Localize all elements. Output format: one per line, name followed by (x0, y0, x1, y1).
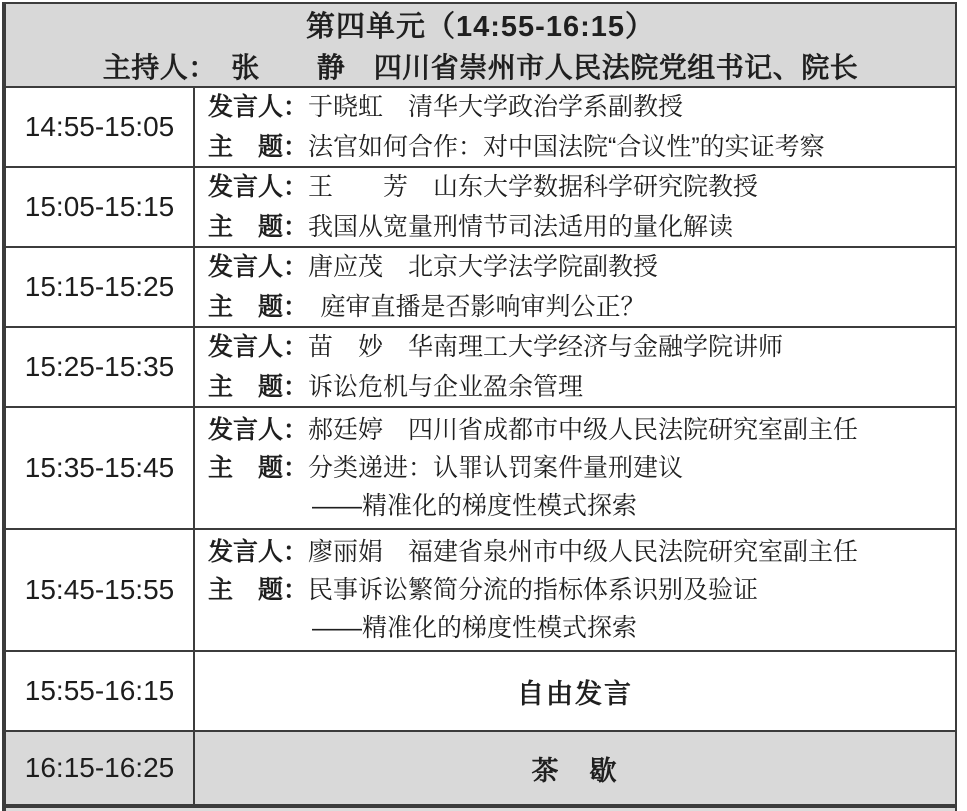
topic-label: 主 题： (208, 132, 309, 161)
speaker-label: 发言人： (208, 415, 309, 444)
topic-subtitle-line: ——精准化的梯度性模式探索 (312, 491, 638, 520)
agenda-table (2, 2, 957, 811)
topic-line (208, 574, 955, 607)
speaker-line (208, 536, 955, 569)
topic-label: 主 题： (208, 575, 309, 604)
speaker-text: 廖丽娟 福建省泉州市中级人民法院研究室副主任 (308, 537, 859, 566)
topic-text: 庭审直播是否影响审判公正？ (295, 292, 646, 321)
time-range: 15:35-15:45 (24, 452, 175, 483)
topic-label: 主 题： (208, 292, 296, 321)
speaker-line (208, 251, 955, 284)
time-cell (6, 168, 195, 246)
speaker-label: 发言人： (208, 252, 309, 281)
time-range: 15:05-15:15 (24, 191, 175, 222)
time-range: 15:15-15:25 (24, 271, 175, 302)
topic-line (208, 452, 955, 485)
topic-text: 诉讼危机与企业盈余管理 (308, 372, 584, 401)
speaker-label: 发言人： (208, 92, 309, 121)
topic-label: 主 题： (208, 372, 309, 401)
topic-text: 民事诉讼繁简分流的指标体系识别及验证 (308, 575, 759, 604)
time-range: 14:55-15:05 (24, 111, 175, 142)
time-range: 15:45-15:55 (24, 574, 175, 605)
tea-break-cell: 茶 歇 (531, 755, 619, 786)
time-cell (6, 732, 195, 804)
time-cell (6, 88, 195, 166)
speaker-label: 发言人： (208, 172, 309, 201)
topic-text: 法官如何合作：对中国法院“合议性”的实证考察 (308, 132, 825, 161)
topic-text: 分类递进：认罪认罚案件量刑建议 (308, 453, 684, 482)
topic-line (208, 371, 955, 404)
table-row (6, 732, 955, 808)
topic-subtitle-line: ——精准化的梯度性模式探索 (312, 613, 638, 642)
time-range: 16:15-16:25 (24, 752, 175, 783)
session-cell (195, 530, 955, 650)
speaker-text: 郝廷婷 四川省成都市中级人民法院研究室副主任 (308, 415, 859, 444)
speaker-text: 唐应茂 北京大学法学院副教授 (308, 252, 659, 281)
session-title: 第四单元（14:55-16:15） (306, 11, 655, 44)
speaker-line (208, 331, 955, 364)
table-row (6, 248, 955, 328)
table-row (6, 652, 955, 732)
speaker-text: 王 芳 山东大学数据科学研究院教授 (308, 172, 759, 201)
time-range: 15:25-15:35 (24, 351, 175, 382)
table-row (6, 408, 955, 530)
time-cell (6, 248, 195, 326)
speaker-text: 苗 妙 华南理工大学经济与金融学院讲师 (308, 332, 784, 361)
table-row (6, 328, 955, 408)
session-cell (195, 408, 955, 528)
time-cell (6, 530, 195, 650)
time-range: 15:55-16:15 (24, 675, 175, 706)
topic-line (208, 211, 955, 244)
time-cell (6, 652, 195, 730)
speaker-text: 于晓虹 清华大学政治学系副教授 (308, 92, 684, 121)
speaker-line (208, 91, 955, 124)
topic-line (208, 291, 955, 324)
speaker-line (208, 414, 955, 447)
session-cell (195, 88, 955, 166)
table-header (6, 4, 955, 88)
session-cell (195, 328, 955, 406)
topic-text: 我国从宽量刑情节司法适用的量化解读 (308, 212, 734, 241)
table-row (6, 530, 955, 652)
table-row (6, 88, 955, 168)
speaker-label: 发言人： (208, 332, 309, 361)
table-row (6, 168, 955, 248)
session-cell (195, 168, 955, 246)
moderator-line: 主持人： 张 静 四川省崇州市人民法院党组书记、院长 (102, 51, 859, 83)
topic-line (208, 131, 955, 164)
topic-label: 主 题： (208, 212, 309, 241)
topic-label: 主 题： (208, 453, 309, 482)
speaker-label: 发言人： (208, 537, 309, 566)
time-cell (6, 408, 195, 528)
session-cell (195, 248, 955, 326)
time-cell (6, 328, 195, 406)
speaker-line (208, 171, 955, 204)
free-discussion-cell: 自由发言 (517, 678, 633, 709)
